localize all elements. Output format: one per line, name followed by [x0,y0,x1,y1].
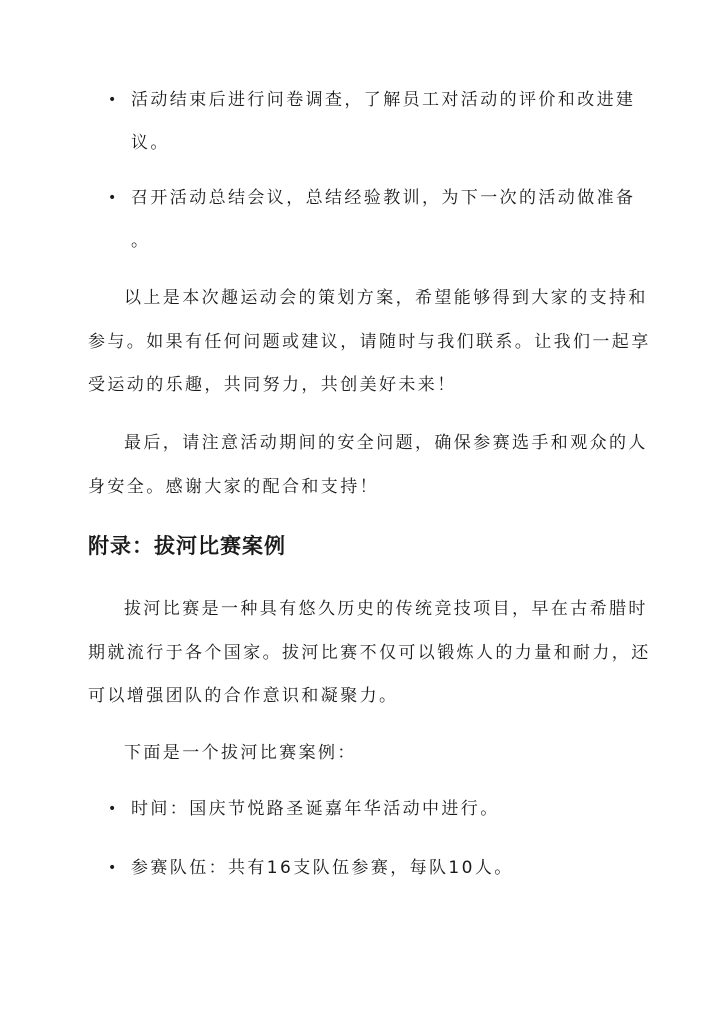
bullet-text-continuation: 议。 [131,133,170,153]
paragraph-line: 拔河比赛是一种具有悠久历史的传统竞技项目，早在古希腊时 [124,599,648,619]
bullet-text: 参赛队伍：共有16支队伍参赛，每队10人。 [131,858,514,878]
paragraph-line: 参与。如果有任何问题或建议，请随时与我们联系。让我们一起享 [88,332,651,352]
bullet-text: 时间：国庆节悦路圣诞嘉年华活动中进行。 [131,799,500,819]
paragraph-line: 以上是本次趣运动会的策划方案，希望能够得到大家的支持和 [124,288,648,308]
paragraph-line: 最后，请注意活动期间的安全问题，确保参赛选手和观众的人 [124,433,648,453]
bullet-text: 活动结束后进行问卷调查，了解员工对活动的评价和改进建 [131,90,636,110]
bullet-dot-icon: • [108,92,117,108]
bullet-text: 召开活动总结会议，总结经验教训，为下一次的活动做准备 [131,188,636,208]
bullet-dot-icon: • [108,801,117,817]
paragraph-line: 身安全。感谢大家的配合和支持！ [88,477,379,497]
paragraph-line: 可以增强团队的合作意识和凝聚力。 [88,686,399,706]
paragraph-line: 受运动的乐趣，共同努力，共创美好未来！ [88,375,457,395]
paragraph-line: 期就流行于各个国家。拔河比赛不仅可以锻炼人的力量和耐力，还 [88,643,651,663]
example-intro: 下面是一个拔河比赛案例： [124,743,357,763]
appendix-heading: 附录：拔河比赛案例 [88,533,286,558]
bullet-dot-icon: • [108,190,117,206]
bullet-dot-icon: • [108,860,117,876]
bullet-text-continuation: 。 [131,231,151,251]
